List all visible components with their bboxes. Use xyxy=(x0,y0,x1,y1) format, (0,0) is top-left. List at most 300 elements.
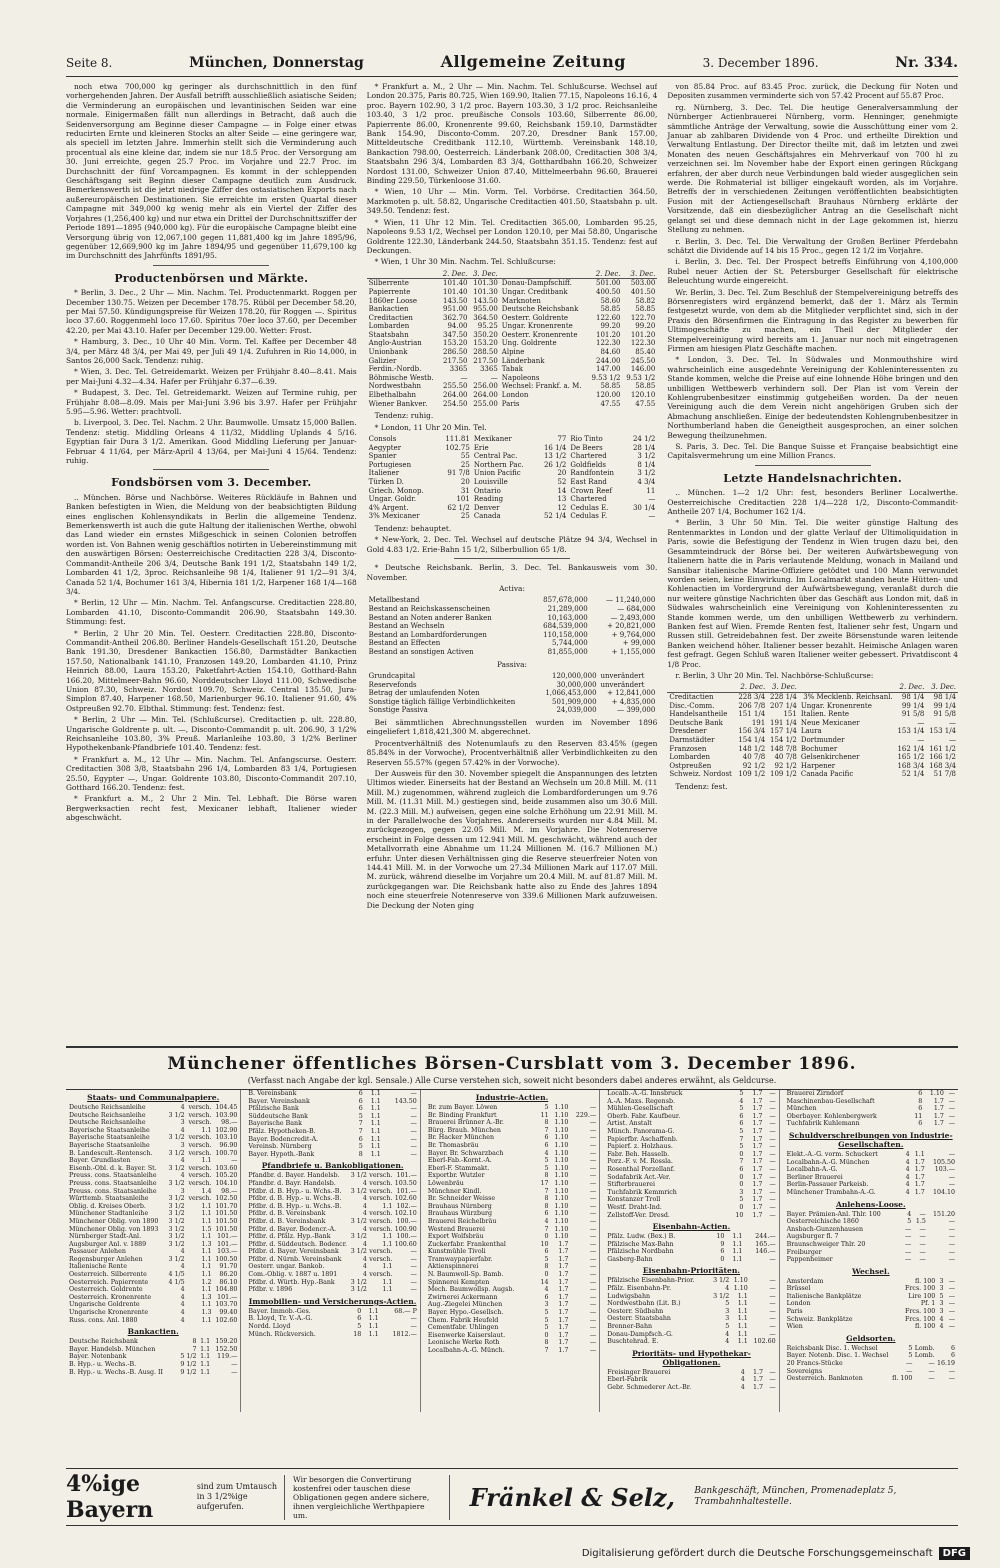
quote-value: 1.1 xyxy=(201,1157,212,1165)
quote-row xyxy=(786,1098,956,1106)
quote-row xyxy=(427,1256,597,1264)
quote-row xyxy=(68,1112,238,1120)
quote-value: 1.7 xyxy=(752,1165,763,1173)
table-cell: 146.00 xyxy=(630,365,656,374)
quote-value: — xyxy=(769,1181,776,1189)
quote-value: — xyxy=(769,1323,776,1331)
quote-value: 3 1/2 xyxy=(168,1149,185,1157)
quote-value: 1.1 xyxy=(732,1233,743,1241)
table-cell: 101.30 xyxy=(473,287,498,296)
quote-value: — xyxy=(919,1248,926,1256)
table-cell: 99 1/4 xyxy=(901,701,925,710)
quote-row xyxy=(786,1300,956,1308)
quote-value: — xyxy=(769,1211,776,1219)
table-cell: Betrag der umlaufenden Noten xyxy=(368,689,480,698)
table-cell: Bestand an Noten anderer Banken xyxy=(368,613,492,622)
quote-value: 3 1/2 xyxy=(168,1111,185,1119)
quote-value: — xyxy=(589,1293,597,1301)
quote-row xyxy=(68,1188,238,1196)
paragraph: Procentverhältniß des Notenumlaufs zu den Reserven 83.45% (gegen 85.84% in der Vorwoche), Procentverhältniß aller Verbindlichkeiten zu den Reserven 55.57% (gegen 57.42% in der Vorwoche). xyxy=(366,738,658,767)
quote-value: 5 xyxy=(544,1164,549,1172)
table-cell: 3 1/2 xyxy=(637,452,656,461)
passiva-heading: Passiva: xyxy=(496,659,528,669)
security-name: Bayer. Notenbank xyxy=(69,1353,127,1361)
quote-value: 1.1 xyxy=(732,1255,743,1263)
table-header-cell: 2. Dec. xyxy=(736,683,768,692)
quote-value: 4 xyxy=(180,1293,185,1301)
quote-value: — xyxy=(589,1195,597,1203)
quote-value: 1.7 xyxy=(558,1331,569,1339)
quote-row xyxy=(427,1134,597,1142)
london-quotes-table xyxy=(367,435,658,521)
table-cell: 1860er Loose xyxy=(368,296,418,305)
paragraph: * Wien, 3. Dec. Tel. Getreidemarkt. Weizen per Frühjahr 8.40—8.41. Mais per Mai-Juni 4.32—4.34. Hafer per Frühjahr 6.37—6.39. xyxy=(66,367,357,386)
quote-value: versch. xyxy=(188,1164,212,1172)
quote-value: 3 1/2 xyxy=(168,1164,185,1172)
table-cell: — 2,493,000 xyxy=(610,613,656,622)
security-name: B. Vereinsbank xyxy=(248,1090,297,1097)
table-cell: Elbethalbahn xyxy=(368,391,417,400)
quote-value: — xyxy=(589,1187,597,1195)
table-cell: 122.30 xyxy=(596,339,621,348)
quote-value: — xyxy=(769,1196,776,1204)
quote-value: 3 1/2 xyxy=(350,1286,367,1294)
quote-value: 5 xyxy=(725,1323,730,1331)
quote-row xyxy=(606,1233,776,1241)
quote-row xyxy=(606,1338,776,1346)
quote-value: — xyxy=(948,1248,956,1256)
issue-number: Nr. 334. xyxy=(895,55,958,71)
security-name: Oblig. d. Kreises Oberb. xyxy=(69,1202,146,1210)
quote-value: 4 xyxy=(362,1240,367,1248)
table-row xyxy=(367,631,658,640)
quote-row xyxy=(427,1332,597,1340)
quote-value: 1.7 xyxy=(752,1158,763,1166)
quote-value: — xyxy=(410,1120,417,1128)
security-name: Eberl-F. Stammakt. xyxy=(427,1164,490,1172)
table-cell: — xyxy=(949,735,957,744)
quote-row xyxy=(606,1120,776,1128)
table-cell: 4 3/4 xyxy=(637,478,656,486)
quote-row xyxy=(606,1315,776,1323)
security-name: Vereinsb. Nürnberg xyxy=(248,1143,312,1151)
security-name: Brüssel xyxy=(786,1285,811,1293)
quote-value: — xyxy=(928,1360,935,1368)
quote-row xyxy=(427,1324,597,1332)
quote-value: 1.7 xyxy=(558,1255,569,1263)
cursblatt-title: Münchener öffentliches Börsen-Cursblatt vom 3. December 1896. xyxy=(167,1054,857,1074)
security-name: Pfandbr. d. Bayr. Handelsb. xyxy=(248,1179,336,1187)
quote-value: 3 1/2 xyxy=(168,1134,185,1142)
quote-value: 3 1/2 xyxy=(168,1233,185,1241)
security-name: Cementfabr. Uhlingen xyxy=(427,1324,499,1332)
security-name: Augsburger fl. 7 xyxy=(786,1233,839,1241)
quote-value: 6 xyxy=(739,1165,744,1173)
quote-value: 1.1 xyxy=(370,1097,381,1105)
quote-row xyxy=(606,1212,776,1220)
quote-value: 17 xyxy=(540,1179,549,1187)
quote-row xyxy=(68,1165,238,1173)
quote-value: — xyxy=(589,1347,597,1354)
table-cell: 503.00 xyxy=(630,279,656,288)
quote-value: 244.— xyxy=(755,1233,776,1241)
security-name: Pfälz. Ludw. (Bex.) B. xyxy=(607,1233,676,1241)
quote-value: 0 xyxy=(357,1307,362,1315)
quote-value: 1.10 xyxy=(733,1277,748,1285)
table-cell: Paris xyxy=(501,399,520,408)
table-cell: 122.30 xyxy=(630,339,656,348)
quote-value: — xyxy=(769,1112,776,1120)
quote-value: 101.— xyxy=(217,1240,238,1248)
quote-value: — xyxy=(948,1173,956,1181)
quote-value: 1.7 xyxy=(558,1248,569,1256)
table-cell: 10,163,000 xyxy=(547,613,588,622)
security-name: Aug.-Ziegelei München xyxy=(427,1301,503,1309)
quote-row xyxy=(786,1113,956,1121)
quote-row xyxy=(606,1098,776,1106)
table-cell: Dortmunder xyxy=(800,735,845,744)
advertisement-strip xyxy=(66,1468,958,1526)
table-cell: 165 1/2 xyxy=(897,753,925,762)
table-cell: — xyxy=(917,735,925,744)
quote-row xyxy=(68,1317,238,1325)
table-cell: 228 3/4 xyxy=(738,692,766,701)
security-name: Schweiz. Bankplätze xyxy=(786,1315,853,1323)
table-cell: 3% Mecklenb. Reichsanl. xyxy=(803,692,893,701)
security-name: Berliner Brauerei xyxy=(786,1173,843,1181)
quote-row xyxy=(427,1127,597,1135)
quote-value: 8 xyxy=(544,1263,549,1271)
quote-value: — xyxy=(589,1233,597,1241)
quote-row xyxy=(427,1301,597,1309)
table-cell: Ungar. Kronenrente xyxy=(800,701,872,710)
security-name: Localb.-A.-G. Innsbruck xyxy=(607,1090,683,1097)
quote-value: 6 xyxy=(544,1134,549,1142)
table-cell: 58.85 xyxy=(600,382,621,391)
table-cell: 55 xyxy=(460,452,470,461)
security-name: Reichsbank Disc. 1. Wechsel xyxy=(786,1344,878,1352)
quote-value: 1.7 xyxy=(752,1097,763,1105)
quote-row xyxy=(68,1104,238,1112)
quote-value: — xyxy=(589,1126,597,1134)
section-heading-fonds: Fondsbörsen vom 3. December. xyxy=(111,476,312,490)
quote-value: 100.90 xyxy=(394,1225,417,1233)
table-cell: 9.53 1/2 xyxy=(626,373,656,382)
quote-value: 1.7 xyxy=(914,1188,925,1196)
quote-value: 1.1 xyxy=(732,1248,743,1256)
table-cell: 28 1/4 xyxy=(632,443,656,452)
table-cell: Franzosen xyxy=(669,744,707,753)
quote-value: 1.1 xyxy=(370,1143,381,1151)
quote-value: — xyxy=(769,1255,776,1263)
table-cell: + 9,764,000 xyxy=(611,630,656,639)
quote-row xyxy=(247,1113,417,1121)
quote-row xyxy=(427,1347,597,1355)
quote-value: 86.20 xyxy=(219,1271,238,1279)
quote-value: 1.7 xyxy=(558,1301,569,1309)
quote-value: 1.7 xyxy=(752,1112,763,1120)
table-cell: 350.20 xyxy=(473,330,498,339)
table-cell: Union Pacific xyxy=(473,469,521,478)
security-name: Pfdbr. d. B. Hyp.- u. Wchs.-B. xyxy=(248,1187,342,1195)
quote-value: 1.10 xyxy=(554,1164,569,1172)
quote-row xyxy=(247,1195,417,1203)
quote-value: 1.7 xyxy=(752,1384,763,1391)
security-name: Pfälz. Hypotheken-B. xyxy=(248,1127,316,1135)
table-cell: 256.00 xyxy=(473,382,498,391)
quote-value: 5 xyxy=(907,1218,912,1226)
quote-value: 98.— xyxy=(221,1187,238,1195)
quote-row xyxy=(606,1189,776,1197)
quote-value: 100.— xyxy=(396,1233,417,1241)
quote-value: 1.7 xyxy=(933,1105,944,1113)
quote-value: 5 xyxy=(358,1112,363,1120)
quote-value: 5 xyxy=(544,1104,549,1111)
quote-value: 6 xyxy=(544,1293,549,1301)
quote-value: — xyxy=(589,1286,597,1294)
cursblatt-table xyxy=(786,1151,956,1197)
quote-value: 103.— xyxy=(934,1166,956,1174)
quote-row xyxy=(786,1151,956,1159)
table-cell: Disc.-Comm. xyxy=(669,701,715,710)
security-name: Oesterreich. Kronenrente xyxy=(69,1293,152,1301)
paragraph: * Budapest, 3. Dec. Tel. Getreidemarkt. Weizen auf Termine ruhig, per Frühjahr 8.08—8.09. Mais per Mai-Juni 3.96 bis 3.97. Hafer per Frühjahr 5.95—5.96. Wetter: prachtvoll. xyxy=(66,388,357,416)
quote-value: 5 xyxy=(739,1196,744,1204)
security-name: Passauer Anlehen xyxy=(69,1248,126,1256)
quote-value: — xyxy=(589,1301,597,1309)
paragraph: Wr. Berlin, 3. Dec. Tel. Zum Beschluß der Stempelvereinigung betreffs des Börsenregisters wird ergänzend bemerkt, daß der 1. März als Termin festgesetzt wurde, von dem ab die Mitglieder verpflichtet sind, sich in der Praxis den Börsenfirmen die Eintragung in das Register zu bewerben für Ultimogeschäfte zu machen, ein Theil der Mitglieder der Stempelvereinigung wird bereits am 1. Januar nur noch mit eingetragenen Firmen am hiesigen Platz Geschäfte machen. xyxy=(667,287,959,353)
quote-value: 1.7 xyxy=(558,1347,569,1354)
table-header-cell: 3. Dec. xyxy=(926,683,958,692)
table-cell: 101.30 xyxy=(473,279,498,288)
quote-value: 99.40 xyxy=(219,1309,238,1317)
quote-value: 6 xyxy=(918,1105,923,1113)
quote-value: 5 xyxy=(544,1316,549,1324)
quote-row xyxy=(427,1203,597,1211)
table-cell: — 11,240,000 xyxy=(606,596,656,605)
quote-value: 1.7 xyxy=(752,1143,763,1151)
quote-row xyxy=(606,1158,776,1166)
security-name: Süddeutsche Bank xyxy=(248,1112,308,1120)
security-name: Oberbayer. Kohlenbergwerk xyxy=(786,1112,877,1120)
newspaper-title: Allgemeine Zeitung xyxy=(440,52,626,71)
security-name: Pfdbr. d. B. Hyp.- u. Wchs.-B. xyxy=(248,1202,342,1210)
quote-row xyxy=(786,1323,956,1331)
table-cell: 16 1/4 xyxy=(543,443,567,452)
table-row xyxy=(367,487,658,496)
table-header-cell xyxy=(500,270,588,279)
quote-value: 3 1/2 xyxy=(350,1278,367,1286)
quote-value: 1.1 xyxy=(201,1263,212,1271)
table-cell: 217.50 xyxy=(473,356,498,365)
quote-row xyxy=(427,1339,597,1347)
quote-row xyxy=(247,1188,417,1196)
quote-value: 6 xyxy=(918,1120,923,1128)
security-name: Berlin-Passauer Parkeisb. xyxy=(786,1181,869,1189)
reichsbank-title: * Deutsche Reichsbank. Berlin, 3. Dec. Tel. Bankausweis vom 30. November. xyxy=(366,563,658,582)
security-name: Italienische Bankplätze xyxy=(786,1292,862,1300)
quote-row xyxy=(247,1323,417,1331)
quote-value: 102.60 xyxy=(215,1316,238,1324)
quote-row xyxy=(427,1263,597,1271)
quote-value: 1.7 xyxy=(752,1203,763,1211)
quote-row xyxy=(68,1210,238,1218)
security-name: Pfälzische Bank xyxy=(248,1105,299,1113)
paragraph: * Wien, 11 Uhr 12 Min. Tel. Creditactien 365.00, Lombarden 95.25, Napoleons 9.53 1/2, Wechsel per London 120.10, per Mai 58.80, Ungarische Goldrente 122.30, Länderbank 244.50, Staatsbahn 351.15. Tendenz: fest auf Deckungen. xyxy=(366,217,658,255)
cursblatt-column xyxy=(66,1090,241,1412)
table-row xyxy=(367,596,658,605)
quote-value: 8 xyxy=(192,1338,197,1346)
cursblatt-section-heading: Staats- und Communalpapiere. xyxy=(87,1093,220,1102)
table-cell: 99.20 xyxy=(635,322,656,331)
quote-row xyxy=(247,1090,417,1098)
quote-value: — xyxy=(231,1368,238,1376)
security-name: Pfdbr. d. B. Vereinsbank xyxy=(248,1217,326,1225)
quote-row xyxy=(786,1241,956,1249)
table-cell: 24 1/2 xyxy=(632,435,656,444)
quote-value: 1.1 xyxy=(201,1233,212,1241)
table-cell: 157 1/4 xyxy=(769,727,797,736)
quote-value: 4 xyxy=(725,1330,730,1338)
quote-row xyxy=(606,1285,776,1293)
quote-value: versch. xyxy=(188,1119,212,1127)
security-name: Freisinger Brauerei xyxy=(607,1368,671,1376)
table-cell: 26 1/2 xyxy=(543,460,567,469)
paragraph: * Frankfurt a. M., 2 Uhr 2 Min. Tel. Lebhaft. Die Börse waren Bergwerksactien recht fest, Mexicaner lebhaft, Italiener wieder abgeschwächt. xyxy=(66,794,357,823)
cursblatt-table xyxy=(247,1090,417,1158)
silk-report-paragraph: noch etwa 700,000 kg geringer als durchschnittlich in den fünf vorhergehenden Jahren. Der Ausfall betrifft ausschließlich asiatische Seiden; die Verminderung an europäischen und levantinischen Seiden war eine normale. Einigermaßen fällt nun allerdings in Betracht, daß auch die Seidenversorgung am Beginne dieser Campagne — in Folge einer etwas reducirten Ernte und kleineren Stocks an alter Seide — eine geringere war, als speciell im letzten Jahre. Immerhin stellt sich die Verminderung auch procentual als eine kleine dar, indem sie nur 18.5 Proc. der Versorgung am 30. Juni erreichte, gegen 25.7 Proc. im Vorjahre und 22.7 Proc. im Durchschnitt der fünf Vorcampagnen. Es kommt in der schleppenden Geschäftsgang seit Beginn dieser Campagne deutlich zum Ausdruck. Bemerkenswerth ist die jetzt niedrige Ziffer des ostasiatischen Exports nach außereuropäischen Destinationen. Sie erreichte im ersten Quartal dieser Campagne mit 349,000 kg wenig mehr als ein Viertel der Ziffer des Vorjahres (1,256,400 kg) und nur etwa ein Drittel der Durchschnittsziffer der Periode 1891—1895 (940,000 kg). Für die europäische Campagne bleibt eine Versorgung übrig von 12,067,100 gegen 11,881,400 kg im Jahre 1895/96, gegenüber 12,669,900 kg im Jahre 1894/95 und gegenüber 11,679,100 kg im Durchschnitt des Jahrfünfts 1891/95. xyxy=(66,82,357,261)
table-cell: 12 xyxy=(557,503,567,512)
quote-value: 104.10 xyxy=(932,1188,956,1196)
table-cell: Bochumer xyxy=(800,744,838,753)
quote-value: 102.10 xyxy=(394,1210,417,1218)
table-header-cell: 3. Dec. xyxy=(767,683,799,692)
quote-row xyxy=(606,1241,776,1249)
quote-value: — xyxy=(589,1263,597,1271)
security-name: Bürg. Brauh. München xyxy=(427,1126,501,1134)
quote-value: versch. xyxy=(188,1141,212,1149)
quote-value: 1.1 xyxy=(370,1112,381,1120)
quote-value: — xyxy=(904,1233,912,1241)
quote-value: 1.3 xyxy=(201,1240,212,1248)
table-cell: 58.85 xyxy=(635,382,656,391)
table-row xyxy=(367,478,658,487)
quote-value: — xyxy=(904,1256,912,1264)
quote-value: 1.10 xyxy=(554,1233,569,1241)
quote-value: — xyxy=(769,1292,776,1300)
security-name: Br. Schneider Weisse xyxy=(427,1195,496,1203)
cursblatt-table xyxy=(247,1172,417,1294)
quote-value: 1.1 xyxy=(737,1338,748,1346)
quote-value: 1.10 xyxy=(554,1210,569,1218)
table-row xyxy=(367,391,658,400)
table-cell: 4% Argent. xyxy=(368,503,409,512)
london-table-title: * London, 11 Uhr 20 Min. Tel. xyxy=(374,422,487,432)
security-name: Exportbr. Wutzler xyxy=(427,1172,485,1180)
security-name: Pfälzische Eisenbahn-Prior. xyxy=(607,1277,695,1285)
quote-value: — xyxy=(769,1105,776,1113)
table-row xyxy=(367,614,658,623)
table-header-cell xyxy=(367,270,440,279)
quote-value: — xyxy=(410,1263,417,1271)
security-name: Mühlen-Gesellschaft xyxy=(607,1105,673,1113)
quote-value: 18 xyxy=(353,1330,362,1338)
security-name: Gasberg-Bahn xyxy=(607,1255,653,1263)
quote-value: 1.7 xyxy=(558,1316,569,1324)
quote-row xyxy=(786,1120,956,1128)
table-cell: 120.00 xyxy=(596,391,621,400)
table-row xyxy=(367,605,658,614)
quote-value: 7 xyxy=(192,1345,197,1353)
security-name: Tuchfabrik Kemmrich xyxy=(607,1188,677,1196)
quote-value: — xyxy=(589,1309,597,1317)
table-cell: — 684,000 xyxy=(617,605,656,613)
security-name: Preuss. cons. Staatsanleihe xyxy=(69,1172,157,1180)
table-row xyxy=(367,495,658,504)
quote-value: 1.1 xyxy=(732,1240,743,1248)
quote-value: Frcs. 100 xyxy=(905,1308,936,1316)
cursblatt-column xyxy=(604,1090,779,1412)
table-row xyxy=(667,762,958,771)
tendency: Tendenz: ruhig. xyxy=(374,411,434,421)
quote-value: 1.3 xyxy=(201,1293,212,1301)
table-row xyxy=(367,400,658,409)
security-name: Br. zum Bayer. Löwen xyxy=(427,1104,498,1111)
table-cell: 40 7/8 xyxy=(774,753,797,762)
section-rule xyxy=(66,1046,958,1048)
paragraph: * Hamburg, 3. Dec., 10 Uhr 40 Min. Vorm. Tel. Kaffee per December 48 3/4, per März 48 3/4, per Mai 49, per Juli 49 1/4. Zufuhren in Rio 14,000, in Santos 26,000 Sack. Tendenz: ruhig. xyxy=(66,337,357,365)
quote-value: 1.1 xyxy=(200,1345,211,1353)
table-row xyxy=(367,374,658,383)
quote-value: 3 1/2 xyxy=(168,1255,185,1263)
quote-row xyxy=(606,1204,776,1212)
quote-value: 1.1 xyxy=(368,1307,379,1315)
table-cell: 244.00 xyxy=(596,356,621,365)
quote-value: versch. xyxy=(188,1179,212,1187)
table-cell: 99 1/4 xyxy=(933,701,957,710)
quote-value: 1.1 xyxy=(737,1323,748,1331)
paragraph: r. Berlin, 3. Dec. Tel. Die Verwaltung der Großen Berliner Pferdebahn schätzt die Dividende auf 14 bis 15 Proc., gegen 12 1/2 im Vorjahre. xyxy=(667,236,959,255)
quote-value: — xyxy=(769,1330,776,1338)
quote-value: 8 xyxy=(544,1195,549,1203)
security-name: Eisenwerke Kaiserslaut. xyxy=(427,1331,506,1339)
security-name: Münch. Rückversich. xyxy=(248,1330,316,1338)
quote-row xyxy=(786,1316,956,1324)
quote-value: 101.70 xyxy=(215,1202,238,1210)
security-name: Pfandbr. d. Bayer. Handelsb. xyxy=(248,1172,340,1180)
security-name: Bayer. Bodencredit-A. xyxy=(248,1135,319,1143)
security-name: Pfdbr. d. B. Hyp.- u. Wchs.-B. xyxy=(248,1195,342,1203)
cursblatt-table xyxy=(786,1211,956,1264)
quote-value: 1.4 xyxy=(201,1187,212,1195)
security-name: Papierfbr. Aschaffenb. xyxy=(607,1135,678,1143)
table-cell: 58.60 xyxy=(600,296,621,305)
table-cell: 147.00 xyxy=(596,365,621,374)
quote-row xyxy=(606,1308,776,1316)
security-name: Maschinenbau-Gesellschaft xyxy=(786,1097,875,1105)
quote-value: 4 xyxy=(544,1217,549,1225)
quote-value: — xyxy=(589,1149,597,1157)
quote-value: 5 xyxy=(739,1143,744,1151)
quote-value: — xyxy=(948,1097,956,1105)
quote-value: 1.1 xyxy=(200,1338,211,1346)
quote-value: 1.5 xyxy=(201,1225,212,1233)
quote-value: 151.20 xyxy=(932,1210,956,1218)
security-name: Brenner-Bahn xyxy=(607,1323,653,1331)
security-name: Regensburger Anlehen xyxy=(69,1255,143,1263)
quote-value: — xyxy=(769,1127,776,1135)
quote-value: 5 xyxy=(739,1090,744,1097)
